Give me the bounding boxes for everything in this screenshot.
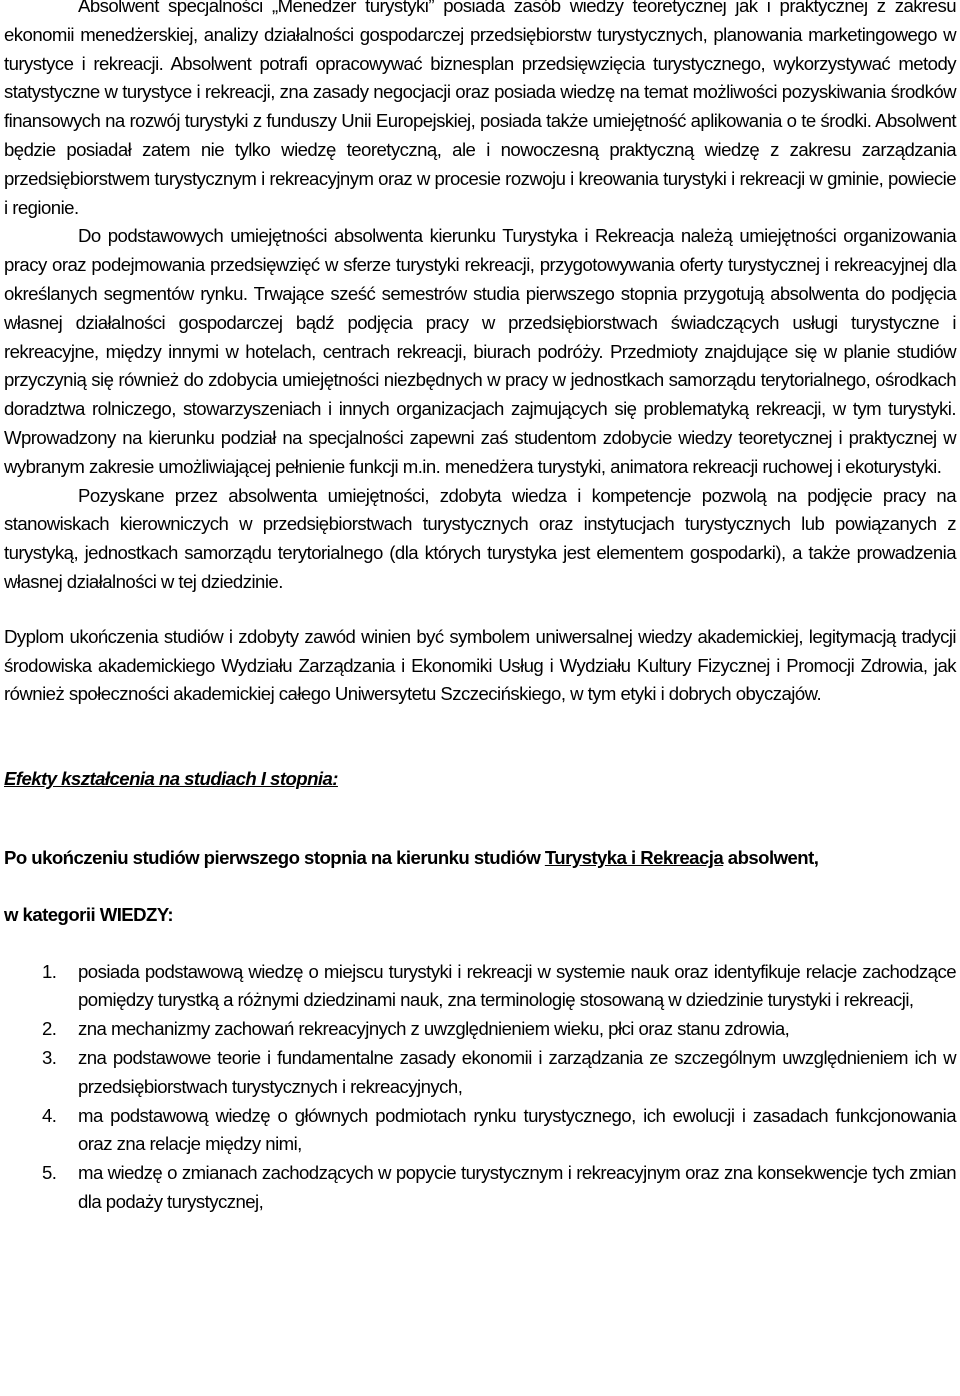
list-item [4,1015,956,1044]
list-item-number: 5. [42,1162,57,1184]
paragraph-skills: Do podstawowych umiejętności absolwenta kierunku Turystyka i Rekreacja należą umiejętności organizowania pracy oraz podejmowania przedsięwzięć w sferze turystyki rekreacji, przygotowywania oferty turystycznej i rekreacyjnej dla określanych segmentów rynku. Trwające sześć semestrów studia pierwszego stopnia przygotują absolwenta do podjęcia własnej działalności gospodarczej bądź podjęcia pracy w przedsiębiorstwach świadczących usługi turystyczne i rekreacyjne, między innymi w hotelach, centrach rekreacji, biurach podróży. Przedmioty znajdujące się w planie studiów przyczynią się również do zdobycia umiejętności niezbędnych w pracy w jednostkach samorządu terytorialnego, ośrodkach doradztwa rolniczego, stowarzyszeniach i innych organizacjach zajmujących się problematyką rekreacji, w tym turystyki. Wprowadzony na kierunku podział na specjalności zapewni zaś studentom zdobycie wiedzy teoretycznej i praktycznej w wybranym zakresie umożliwiającej pełnienie funkcji m.in. menedżera turystyki, animatora rekreacji ruchowej i ekoturystyki. [4,225,956,477]
list-item-number: 3. [42,1046,57,1068]
paragraph-specialization: Absolwent specjalności „Menedżer turystyki” posiada zasób wiedzy teoretycznej jak i praktycznej z zakresu ekonomii menedżerskiej, analizy działalności gospodarczej przedsiębiorstw turystycznych, planowania marketingowego w turystyce i rekreacji. Absolwent potrafi opracowywać biznesplan przedsięwzięcia turystycznego, wykorzystywać metody statystyczne w turystyce i rekreacji, zna zasady negocjacji oraz posiada wiedzę na temat możliwości pozyskiwania środków finansowych na rozwój turystyki z funduszy Unii Europejskiej, posiada także umiejętność aplikowania o te środki. Absolwent będzie posiadał zatem nie tylko wiedzę teoretyczną, ale i nowoczesną praktyczną wiedzę z zakresu zarządzania przedsiębiorstwem turystycznym i rekreacyjnym oraz w procesie rozwoju i kreowania turystyki i rekreacji w gminie, powiecie i regionie. [4,0,956,218]
category-heading: w kategorii WIEDZY: [4,903,173,925]
field-name: Turystyka i Rekreacja [544,846,724,868]
effects-list [4,958,956,1217]
list-item-text: zna mechanizmy zachowań rekreacyjnych z uwzględnieniem wieku, płci oraz stanu zdrowia, [78,1018,790,1040]
effects-intro-suffix: absolwent, [723,846,819,868]
effects-intro-prefix: Po ukończeniu studiów pierwszego stopnia na kierunku studiów [4,846,545,868]
list-item [4,1102,956,1160]
list-item [4,958,956,1016]
list-item [4,1159,956,1217]
paragraph-diploma: Dyplom ukończenia studiów i zdobyty zawód winien być symbolem uniwersalnej wiedzy akademickiej, legitymacją tradycji środowiska akademickiego Wydziału Zarządzania i Ekonomiki Usług i Wydziału Kultury Fizycznej i Promocji Zdrowia, jak również społeczności akademickiej całego Uniwersytetu Szczecińskiego, w tym etyki i dobrych obyczajów. [4,625,956,705]
list-item-number: 2. [42,1018,57,1040]
effects-intro [4,844,956,873]
list-item-text: ma podstawową wiedzę o głównych podmiotach rynku turystycznego, ich ewolucji i zasadach funkcjonowania oraz zna relacje między nimi, [78,1104,956,1155]
section-heading: Efekty kształcenia na studiach I stopnia: [4,768,338,790]
list-item-text: ma wiedzę o zmianach zachodzących w popycie turystycznym i rekreacyjnym oraz zna konsekwencje tych zmian dla podaży turystycznej, [78,1162,956,1212]
paragraph-employment: Pozyskane przez absolwenta umiejętności, zdobyta wiedza i kompetencje pozwolą na podjęcie pracy na stanowiskach kierowniczych w przedsiębiorstwach turystycznych oraz instytucjach turystycznych lub powiązanych z turystyką, jednostkach samorządu terytorialnego (dla których turystyka jest elementem gospodarki), a także prowadzenia własnej działalności w tej dziedzinie. [4,484,956,592]
list-item-text: zna podstawowe teorie i fundamentalne zasady ekonomii i zarządzania ze szczególnym uwzględnieniem ich w przedsiębiorstwach turystycznych i rekreacyjnych, [78,1046,956,1097]
list-item-number: 4. [42,1104,57,1126]
document-page [4,0,956,1217]
list-item-number: 1. [42,960,57,982]
list-item-text: posiada podstawową wiedzę o miejscu turystyki i rekreacji w systemie nauk oraz identyfikuje relacje zachodzące pomiędzy turystką a różnymi dziedzinami nauk, zna terminologię stosowaną w dziedzinie turystyki i rekreacji, [78,960,956,1011]
list-item [4,1044,956,1102]
